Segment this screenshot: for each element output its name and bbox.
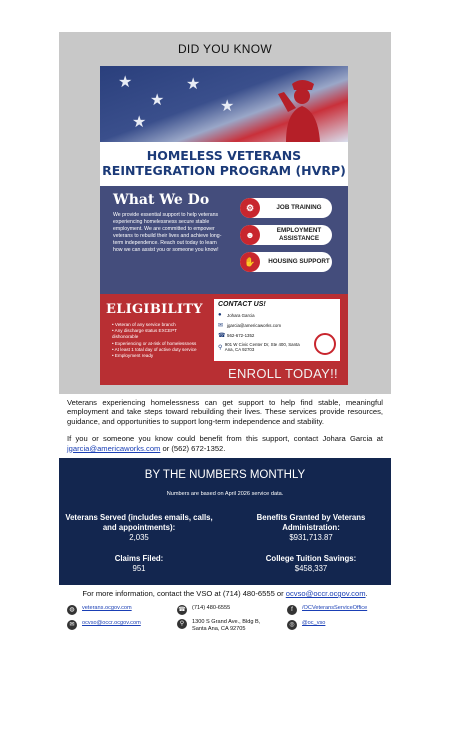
service-label: EMPLOYMENT ASSISTANCE [276, 227, 322, 242]
stat-value: $931,713.87 [289, 533, 333, 543]
eligibility-item: • Experiencing or at-risk of homelessness [112, 341, 204, 347]
contact-address: 901 W Civic Center Dr, Ste 400, Santa Ana, CA 92703 [224, 342, 300, 352]
person-icon: ☻ [240, 225, 260, 245]
stat-label: Veterans Served (includes emails, calls, and appointments): [65, 513, 213, 533]
america-works-seal-icon [314, 333, 336, 355]
service-pill-housing [240, 252, 332, 272]
mail-icon: ✉ [218, 322, 224, 329]
contact-name-row [214, 310, 340, 320]
service-label: JOB TRAINING [276, 204, 322, 211]
footer-contacts [59, 605, 391, 665]
stat-label: College Tuition Savings: [265, 554, 357, 564]
stat-value: 2,035 [129, 533, 149, 543]
what-we-do-section [100, 186, 348, 294]
globe-icon: ◍ [67, 605, 77, 615]
numbers-note: Numbers are based on April 2026 service data. [166, 491, 284, 498]
did-you-know-section [59, 32, 391, 394]
stat-label: Benefits Granted by Veterans Administration: [256, 513, 366, 533]
enroll-today-text: ENROLL TODAY!! [228, 366, 338, 381]
person-icon: ● [218, 312, 222, 318]
service-pill-employment [240, 225, 332, 245]
body-paragraph-2 [67, 434, 383, 453]
footer-address [177, 619, 269, 633]
body-paragraph-2-suffix: or (562) 672-1352. [160, 443, 226, 453]
service-pill-job-training [240, 198, 332, 218]
flag-banner [100, 66, 348, 142]
facebook-link[interactable]: /OCVeteransServiceOffice [302, 605, 368, 612]
body-paragraph-1: Veterans experiencing homelessness can get support to help find stable, meaningful employment and take steps toward rebuilding their lives. These services provide resources, guidance, and opportunities to support long-term independence and stability. [67, 398, 383, 426]
eligibility-item: • At least 1 total day of active duty service [112, 347, 204, 353]
saluting-soldier-icon [264, 72, 334, 142]
program-title-line1: HOMELESS VETERANS [146, 148, 302, 163]
hvrp-flyer-image [100, 66, 348, 385]
star-icon: ★ [150, 92, 165, 109]
location-pin-icon: ⚲ [177, 619, 187, 629]
more-info-suffix: . [365, 589, 368, 599]
stat-college-tuition [237, 554, 385, 574]
stat-benefits-granted [237, 513, 385, 543]
footer-phone-text: (714) 480-6555 [192, 605, 231, 612]
stat-veterans-served [65, 513, 213, 543]
stat-value: 951 [132, 564, 146, 574]
phone-icon: ☎ [177, 605, 187, 615]
more-info-line [59, 589, 391, 598]
star-icon: ★ [118, 74, 133, 91]
handshake-icon: ✋ [240, 252, 260, 272]
program-title [100, 142, 348, 186]
newsletter-page [59, 32, 391, 665]
what-we-do-heading: What We Do [113, 192, 210, 208]
phone-icon: ☎ [218, 332, 226, 339]
mail-icon: ✉ [67, 620, 77, 630]
contact-email: jgarcia@americaworks.com [227, 322, 281, 328]
contact-heading: CONTACT US! [218, 301, 266, 308]
stat-value: $458,337 [294, 564, 328, 574]
eligibility-item: • Any discharge status EXCEPT dishonorable [112, 328, 204, 340]
eligibility-section [100, 294, 348, 385]
footer-phone [177, 605, 230, 615]
website-link[interactable]: veterans.ocgov.com [82, 605, 132, 612]
stat-claims-filed [65, 554, 213, 574]
did-you-know-title: DID YOU KNOW [177, 42, 273, 56]
numbers-heading: BY THE NUMBERS MONTHLY [144, 469, 306, 482]
body-paragraph-2-prefix: If you or someone you know could benefit from this support, contact Johara Garcia at [67, 434, 383, 444]
contact-box [213, 298, 341, 362]
what-we-do-text: We provide essential support to help veterans experiencing homelessness secure stable employment. We are committed to empower veterans to rebuild their lives and achieve long-term independence. Reach out today to learn how we can assist you or someone you know! [113, 212, 222, 253]
eligibility-list [112, 322, 204, 359]
footer-email-link[interactable]: ocvso@occr.ocgov.com [82, 620, 141, 627]
contact-email-row [214, 320, 340, 330]
footer-instagram [287, 620, 325, 630]
vso-email-link[interactable]: ocvso@occr.ocgov.com [285, 589, 366, 599]
star-icon: ★ [132, 114, 147, 131]
location-pin-icon: ⚲ [218, 344, 223, 351]
by-the-numbers-section [59, 458, 391, 585]
eligibility-item: • Employment ready [112, 353, 204, 359]
star-icon: ★ [220, 98, 235, 115]
facebook-icon: f [287, 605, 297, 615]
program-title-line2: REINTEGRATION PROGRAM (HVRP) [102, 163, 346, 178]
service-label: HOUSING SUPPORT [268, 258, 330, 265]
body-text-section [59, 394, 391, 453]
contact-name: Johara Garcia [227, 312, 255, 318]
contact-phone: 562-672-1352 [227, 332, 255, 338]
footer-email [67, 620, 141, 630]
footer-website [67, 605, 132, 615]
instagram-icon: ◎ [287, 620, 297, 630]
footer-address-text: 1300 S Grand Ave., Bldg B, Santa Ana, CA 92705 [192, 619, 261, 633]
eligibility-heading: ELIGIBILITY [106, 302, 203, 317]
instagram-link[interactable]: @oc_vso [302, 620, 326, 627]
contact-address-row [214, 340, 304, 354]
contact-email-link[interactable]: jgarcia@americaworks.com [67, 443, 161, 453]
stat-label: Claims Filed: [114, 554, 164, 564]
eligibility-item: • Veteran of any service branch [112, 322, 204, 328]
footer-facebook [287, 605, 367, 615]
gear-icon: ⚙ [240, 198, 260, 218]
more-info-prefix: For more information, contact the VSO at (714) 480-6555 or [82, 589, 286, 599]
star-icon: ★ [186, 76, 201, 93]
